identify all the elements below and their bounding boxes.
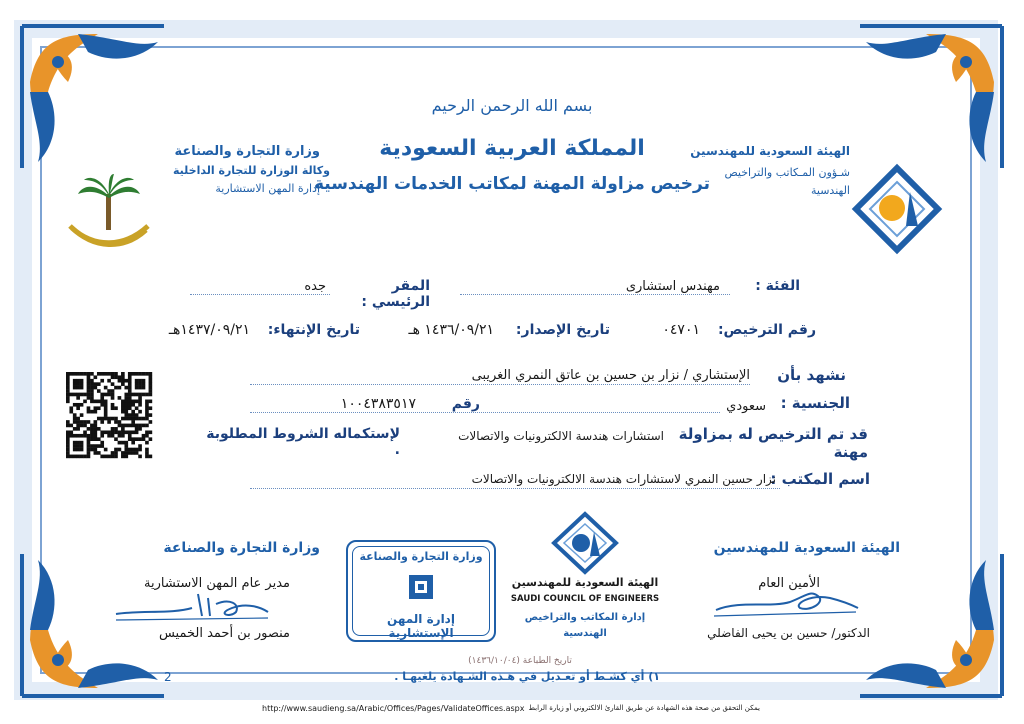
sce-logo-dept2: الهندسية — [563, 628, 607, 639]
sce-logo-arabic: الهيئة السعودية للمهندسين — [511, 576, 659, 589]
category-line — [460, 294, 730, 295]
sce-logo-dept1: إدارة المكاتب والتراخيص — [524, 612, 646, 623]
category-value: مهندس استشارى — [625, 279, 720, 294]
office-name-label: اسم المكتب : — [770, 470, 870, 488]
certify-value: الإستشاري / نزار بن حسين بن عاتق النمري الغريبى — [471, 368, 750, 383]
sce-logo-english: SAUDI COUNCIL OF ENGINEERS — [510, 594, 660, 604]
sce-dept-line1: شـؤون المـكاتب والتراخيص — [724, 166, 850, 179]
licensed-label: قد تم الترخيص له بمزاولة مهنة — [678, 425, 868, 461]
license-number-label: رقم الترخيص: — [717, 322, 816, 338]
ministry-agency: وكالة الوزارة للتجارة الداخلية — [173, 164, 330, 177]
corner-ornament-bottom-right — [856, 550, 1006, 700]
issue-date-label: تاريخ الإصدار: — [515, 322, 610, 338]
license-number-value: ٠٤٧٠١ — [662, 322, 700, 338]
stamp-top-text: وزارة التجارة والصناعة — [359, 550, 483, 563]
nationality-value: سعودي — [726, 399, 766, 414]
sce-dept-line2: الهندسية — [810, 184, 850, 197]
office-name-value: نزار حسين النمري لاستشارات هندسة الالكترونيات والاتصالات — [471, 472, 776, 486]
office-name-line — [250, 488, 780, 489]
sce-signature-org: الهيئة السعودية للمهندسين — [713, 540, 900, 556]
expiry-date-value: ١٤٣٧/٠٩/٢١هـ — [168, 322, 250, 338]
corner-ornament-top-left — [18, 22, 168, 172]
expiry-date-label: تاريخ الإنتهاء: — [267, 322, 360, 338]
nationality-label: الجنسية : — [780, 394, 850, 412]
sce-center-logo-icon — [552, 512, 618, 574]
id-label: رقم — [451, 396, 480, 412]
licensed-value: استشارات هندسة الالكترونيات والاتصالات — [458, 429, 664, 443]
hq-value: جده — [304, 279, 326, 294]
corner-ornament-top-right — [856, 22, 1006, 172]
conditions-text: لإستكماله الشروط المطلوبة . — [206, 426, 400, 458]
sce-name: الهيئة السعودية للمهندسين — [690, 144, 850, 158]
ministry-signature-scribble — [112, 590, 272, 624]
basmala: بسم الله الرحمن الرحيم — [431, 96, 593, 115]
stamp-emblem-icon — [406, 572, 436, 602]
corner-ornament-bottom-left — [18, 550, 168, 700]
ministry-signature-org: وزارة التجارة والصناعة — [163, 540, 320, 556]
certify-label: نشهد بأن — [777, 366, 846, 384]
hq-line — [190, 294, 330, 295]
saudi-emblem-icon — [64, 172, 154, 256]
qr-code-icon — [66, 372, 152, 458]
kingdom-title: المملكة العربية السعودية — [379, 136, 645, 161]
ministry-name: وزارة التجارة والصناعة — [174, 144, 320, 159]
id-line — [250, 412, 720, 413]
stamp-bottom-text: إدارة المهن الإستشارية — [387, 612, 455, 640]
print-date: تاريخ الطباعة (١٤٣٦/١٠/٠٤) — [468, 656, 572, 666]
ministry-signature-name: منصور بن أحمد الخميس — [158, 626, 290, 641]
sce-signature-name: الدكتور/ حسين بن يحيى الفاضلي — [707, 626, 870, 640]
hq-label: المقر الرئيسي : — [361, 278, 430, 310]
footer-warning: ١) أي كشـط أو تعـديل في هـذه الشـهادة يلغيهـا . — [394, 670, 660, 683]
ministry-dept: إدارة المهن الاستشارية — [215, 182, 320, 195]
sce-signature-scribble — [710, 586, 860, 620]
ministry-stamp — [346, 540, 496, 642]
page-number: 2 — [164, 670, 172, 684]
sce-signature-title: الأمين العام — [758, 576, 820, 591]
id-value: ١٠٠٤٣٨٣٥١٧ — [340, 396, 416, 412]
validation-url[interactable]: http://www.saudieng.sa/Arabic/Offices/Pages/ValidateOffices.aspx — [262, 704, 525, 713]
sce-logo-icon — [852, 164, 942, 254]
certify-line — [250, 384, 750, 385]
ministry-signature-title: مدير عام المهن الاستشارية — [144, 576, 290, 591]
category-label: الفئة : — [755, 278, 800, 294]
issue-date-value: ١٤٣٦/٠٩/٢١ هـ — [408, 322, 494, 338]
verify-note: يمكن التحقق من صحة هذه الشهادة عن طريق القارئ الالكتروني أو زيارة الرابط — [528, 704, 760, 712]
license-title: ترخيص مزاولة المهنة لمكاتب الخدمات الهندسية — [313, 174, 711, 194]
